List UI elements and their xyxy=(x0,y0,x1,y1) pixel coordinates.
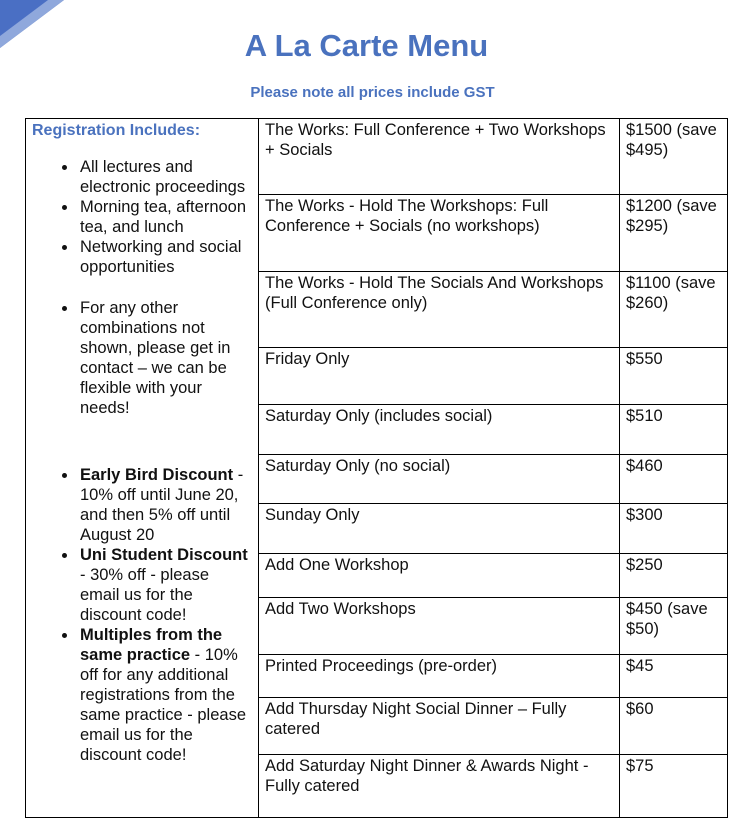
menu-table xyxy=(25,118,728,818)
contact-note: • For any other combinations not shown, please get in contact – we can be flexible with your needs! xyxy=(78,298,252,418)
discount-name: Multiples from the same practice xyxy=(80,626,223,664)
registration-includes-heading: Registration Includes: xyxy=(32,122,201,139)
menu-price: $45 xyxy=(620,655,728,698)
table-row xyxy=(26,119,728,195)
menu-price: $1200 (save $295) xyxy=(620,195,728,272)
gst-note: Please note all prices include GST xyxy=(250,84,495,101)
list-item: • Morning tea, afternoon tea, and lunch xyxy=(78,197,252,237)
menu-price: $1100 (save $260) xyxy=(620,272,728,348)
discount-name: Uni Student Discount xyxy=(80,546,248,564)
list-item xyxy=(78,625,252,765)
menu-price: $550 xyxy=(620,348,728,405)
menu-price: $510 xyxy=(620,405,728,455)
menu-item: The Works: Full Conference + Two Workshops + Socials xyxy=(259,119,620,195)
page-title: A La Carte Menu xyxy=(244,28,489,63)
menu-price: $450 (save $50) xyxy=(620,598,728,655)
includes-list xyxy=(32,157,252,277)
menu-item: Printed Proceedings (pre-order) xyxy=(259,655,620,698)
menu-price: $250 xyxy=(620,554,728,598)
menu-item: The Works - Hold The Workshops: Full Conference + Socials (no workshops) xyxy=(259,195,620,272)
list-item xyxy=(78,545,252,625)
discount-text: - 30% off - please email us for the discount code! xyxy=(80,566,210,624)
registration-includes-panel xyxy=(26,119,259,818)
menu-item: Add Thursday Night Social Dinner – Fully catered xyxy=(259,698,620,755)
discount-text: - 10% off until June 20, and then 5% off until August 20 xyxy=(80,466,244,544)
menu-item: Add Two Workshops xyxy=(259,598,620,655)
menu-item: Friday Only xyxy=(259,348,620,405)
discount-list xyxy=(32,465,252,765)
menu-item: Sunday Only xyxy=(259,504,620,554)
menu-price: $60 xyxy=(620,698,728,755)
menu-item: Saturday Only (includes social) xyxy=(259,405,620,455)
list-item xyxy=(78,465,252,545)
discount-name: Early Bird Discount xyxy=(80,466,234,484)
list-item: • Networking and social opportunities xyxy=(78,237,252,277)
menu-price: $75 xyxy=(620,755,728,818)
menu-item: Saturday Only (no social) xyxy=(259,455,620,504)
discount-text: - 10% off for any additional registrations from the same practice - please email us for the discount code! xyxy=(80,646,246,764)
menu-item: Add One Workshop xyxy=(259,554,620,598)
contact-note-list xyxy=(32,298,252,418)
menu-price: $300 xyxy=(620,504,728,554)
list-item: • All lectures and electronic proceedings xyxy=(78,157,252,197)
menu-price: $1500 (save $495) xyxy=(620,119,728,195)
menu-price: $460 xyxy=(620,455,728,504)
menu-item: Add Saturday Night Dinner & Awards Night - Fully catered xyxy=(259,755,620,818)
menu-item: The Works - Hold The Socials And Workshops (Full Conference only) xyxy=(259,272,620,348)
